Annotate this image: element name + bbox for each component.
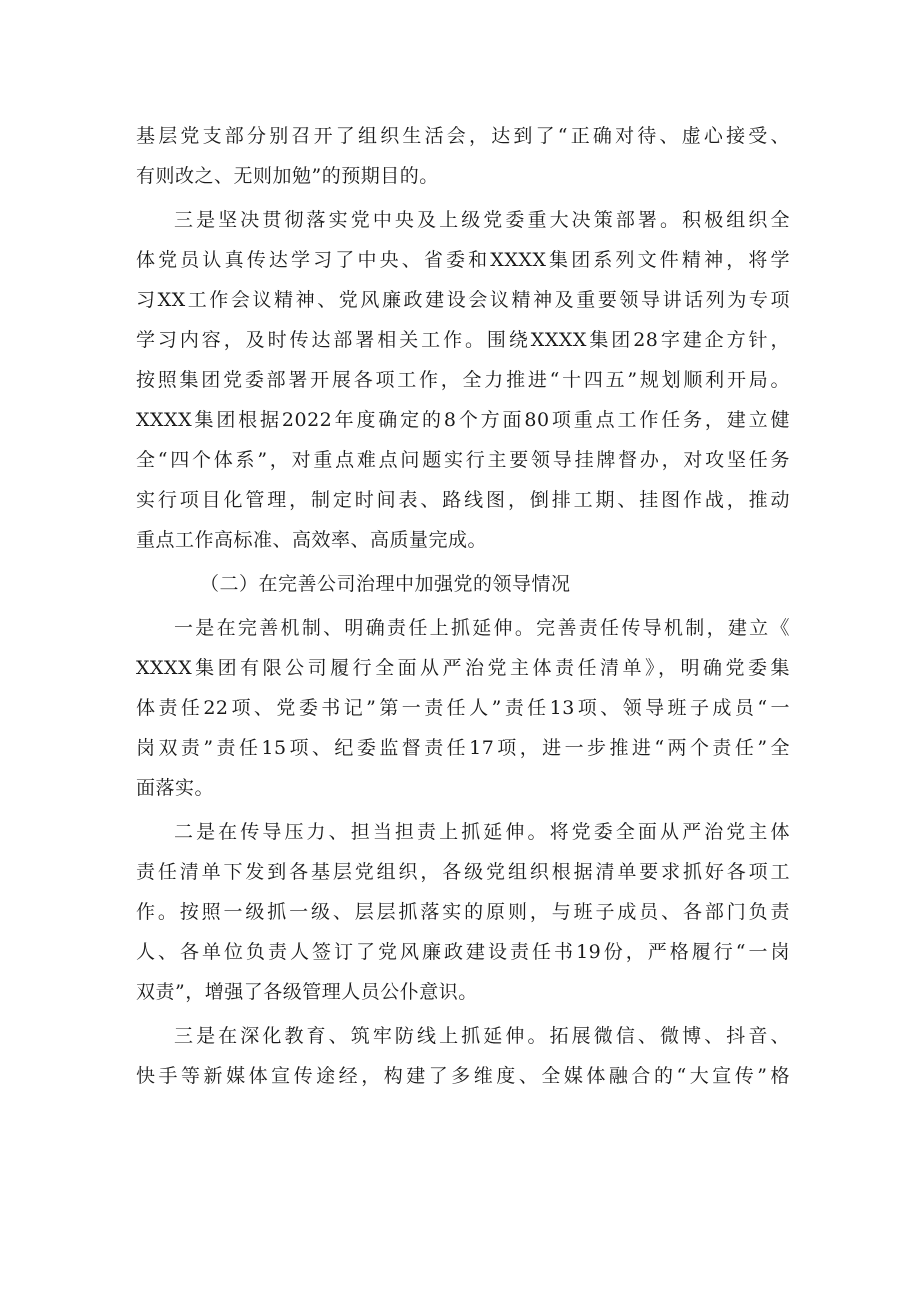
text-line: 习XX工作会议精神、党风廉政建设会议精神及重要领导讲话列为专项 [136, 289, 790, 311]
text-line: 实行项目化管理，制定时间表、路线图，倒排工期、挂图作战，推动 [136, 489, 790, 511]
section-heading [136, 564, 790, 604]
paragraph-1 [136, 200, 790, 560]
text-line: 岗双责”责任15项、纪委监督责任17项，进一步推进“两个责任”全 [136, 737, 790, 759]
paragraph-4 [136, 812, 790, 1012]
text-line: XXXX集团有限公司履行全面从严治党主体责任清单》，明确党委集 [136, 657, 790, 679]
text-line: 体责任22项、党委书记”第一责任人”责任13项、领导班子成员“一 [136, 697, 790, 719]
text-line: 基层党支部分别召开了组织生活会，达到了“正确对待、虚心接受、 [136, 125, 790, 147]
text-line: 人、各单位负责人签订了党风廉政建设责任书19份，严格履行“一岗 [136, 941, 790, 963]
text-line: 双责”，增强了各级管理人员公仆意识。 [136, 981, 478, 1003]
text-line: 重点工作高标准、高效率、高质量完成。 [136, 529, 488, 551]
text-line: 责任清单下发到各基层党组织，各级党组织根据清单要求抓好各项工 [136, 861, 790, 883]
text-line: 学习内容，及时传达部署相关工作。围绕XXXX集团28字建企方针， [136, 329, 790, 351]
text-line: 快手等新媒体宣传途经，构建了多维度、全媒体融合的“大宣传”格 [136, 1065, 790, 1087]
paragraph-3 [136, 608, 790, 808]
text-line: 作。按照一级抓一级、层层抓落实的原则，与班子成员、各部门负责 [136, 901, 790, 923]
text-line: 一是在完善机制、明确责任上抓延伸。完善责任传导机制，建立《 [174, 617, 790, 639]
section-heading-text: （二）在完善公司治理中加强党的领导情况 [200, 573, 571, 595]
text-line: 三是在深化教育、筑牢防线上抓延伸。拓展微信、微博、抖音、 [174, 1025, 790, 1047]
document-body [136, 116, 790, 1096]
text-line: 二是在传导压力、担当担责上抓延伸。将党委全面从严治党主体 [174, 821, 790, 843]
text-line: XXXX集团根据2022年度确定的8个方面80项重点工作任务，建立健 [136, 409, 790, 431]
text-line: 面落实。 [136, 777, 215, 799]
paragraph-0 [136, 116, 790, 196]
text-line: 按照集团党委部署开展各项工作，全力推进“十四五”规划顺利开局。 [136, 369, 790, 391]
paragraph-5 [136, 1016, 790, 1096]
text-line: 全“四个体系”，对重点难点问题实行主要领导挂牌督办，对攻坚任务 [136, 449, 790, 471]
text-line: 体党员认真传达学习了中央、省委和XXXX集团系列文件精神，将学 [136, 249, 790, 271]
text-line: 三是坚决贯彻落实党中央及上级党委重大决策部署。积极组织全 [174, 209, 790, 231]
text-line: 有则改之、无则加勉”的预期目的。 [136, 165, 439, 187]
